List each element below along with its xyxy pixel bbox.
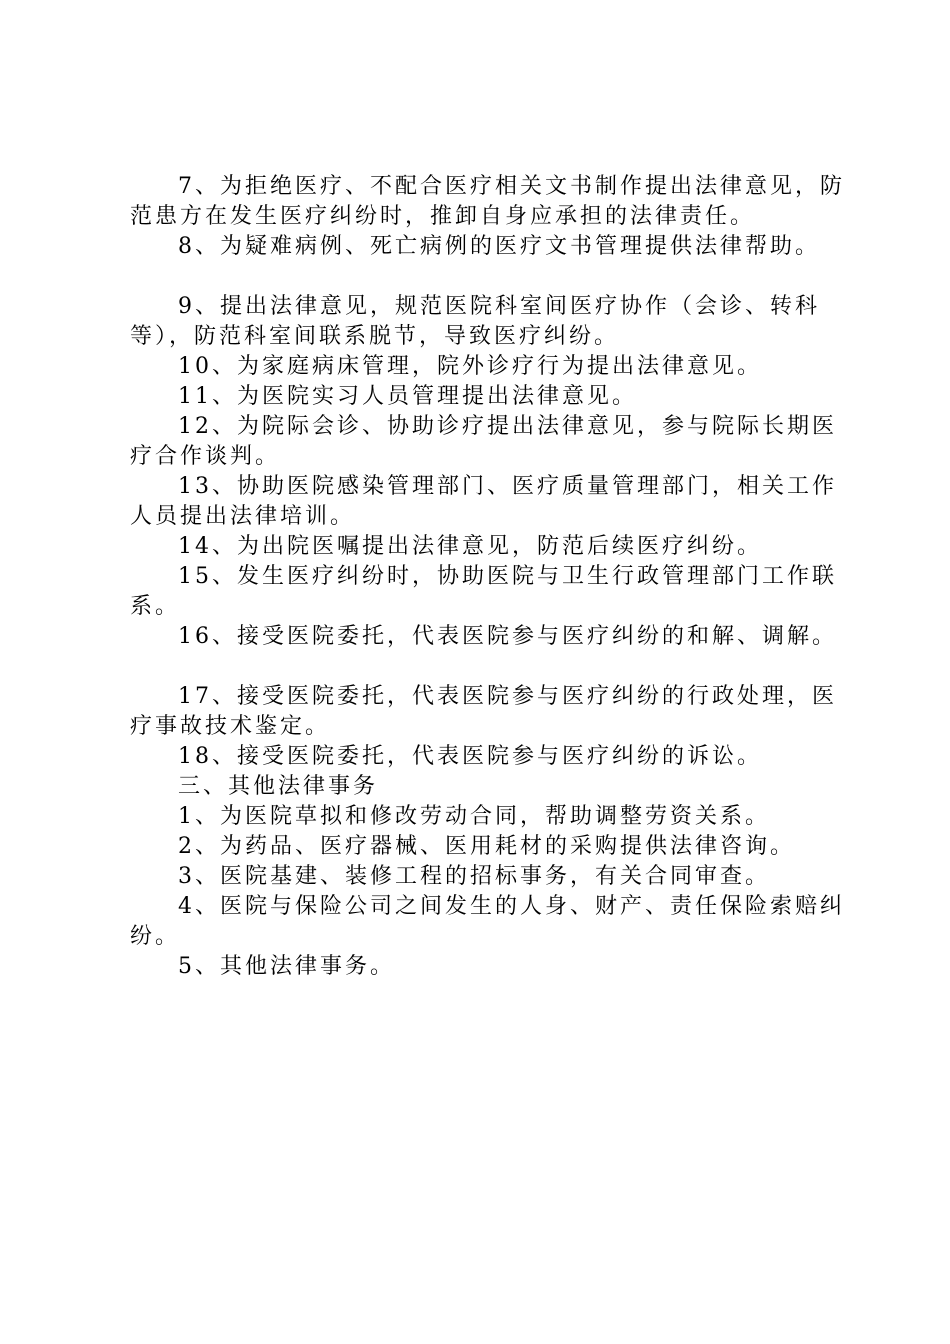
document-body [130,172,850,982]
paragraph-other-2: 2、为药品、医疗器械、医用耗材的采购提供法律咨询。 [178,834,795,859]
paragraph-spacer [130,262,850,292]
paragraph-item-8: 8、为疑难病例、死亡病例的医疗文书管理提供法律帮助。 [178,234,820,259]
paragraph-other-3: 3、医院基建、装修工程的招标事务，有关合同审查。 [178,864,770,889]
paragraph-other-5: 5、其他法律事务。 [178,954,395,979]
paragraph-item-7: 7、为拒绝医疗、不配合医疗相关文书制作提出法律意见，防范患方在发生医疗纠纷时，推卸自身应承担的法律责任。 [130,174,845,229]
paragraph-item-12: 12、为院际会诊、协助诊疗提出法律意见，参与院际长期医疗合作谈判。 [130,414,837,469]
paragraph-item-13: 13、协助医院感染管理部门、医疗质量管理部门，相关工作人员提出法律培训。 [130,474,837,529]
paragraph-item-15: 15、发生医疗纠纷时，协助医院与卫生行政管理部门工作联系。 [130,564,837,619]
paragraph-other-4: 4、医院与保险公司之间发生的人身、财产、责任保险索赔纠纷。 [130,894,845,949]
paragraph-spacer [130,652,850,682]
paragraph-item-9: 9、提出法律意见，规范医院科室间医疗协作（会诊、转科等），防范科室间联系脱节，导致医疗纠纷。 [130,294,820,349]
paragraph-item-10: 10、为家庭病床管理，院外诊疗行为提出法律意见。 [178,354,762,379]
paragraph-item-18: 18、接受医院委托，代表医院参与医疗纠纷的诉讼。 [178,744,762,769]
section-heading-other-legal-affairs: 三、其他法律事务 [178,774,379,799]
paragraph-item-17: 17、接受医院委托，代表医院参与医疗纠纷的行政处理，医疗事故技术鉴定。 [130,684,837,739]
paragraph-item-11: 11、为医院实习人员管理提出法律意见。 [178,384,637,409]
paragraph-other-1: 1、为医院草拟和修改劳动合同，帮助调整劳资关系。 [178,804,770,829]
paragraph-item-14: 14、为出院医嘱提出法律意见，防范后续医疗纠纷。 [178,534,762,559]
paragraph-item-16: 16、接受医院委托，代表医院参与医疗纠纷的和解、调解。 [178,624,837,649]
